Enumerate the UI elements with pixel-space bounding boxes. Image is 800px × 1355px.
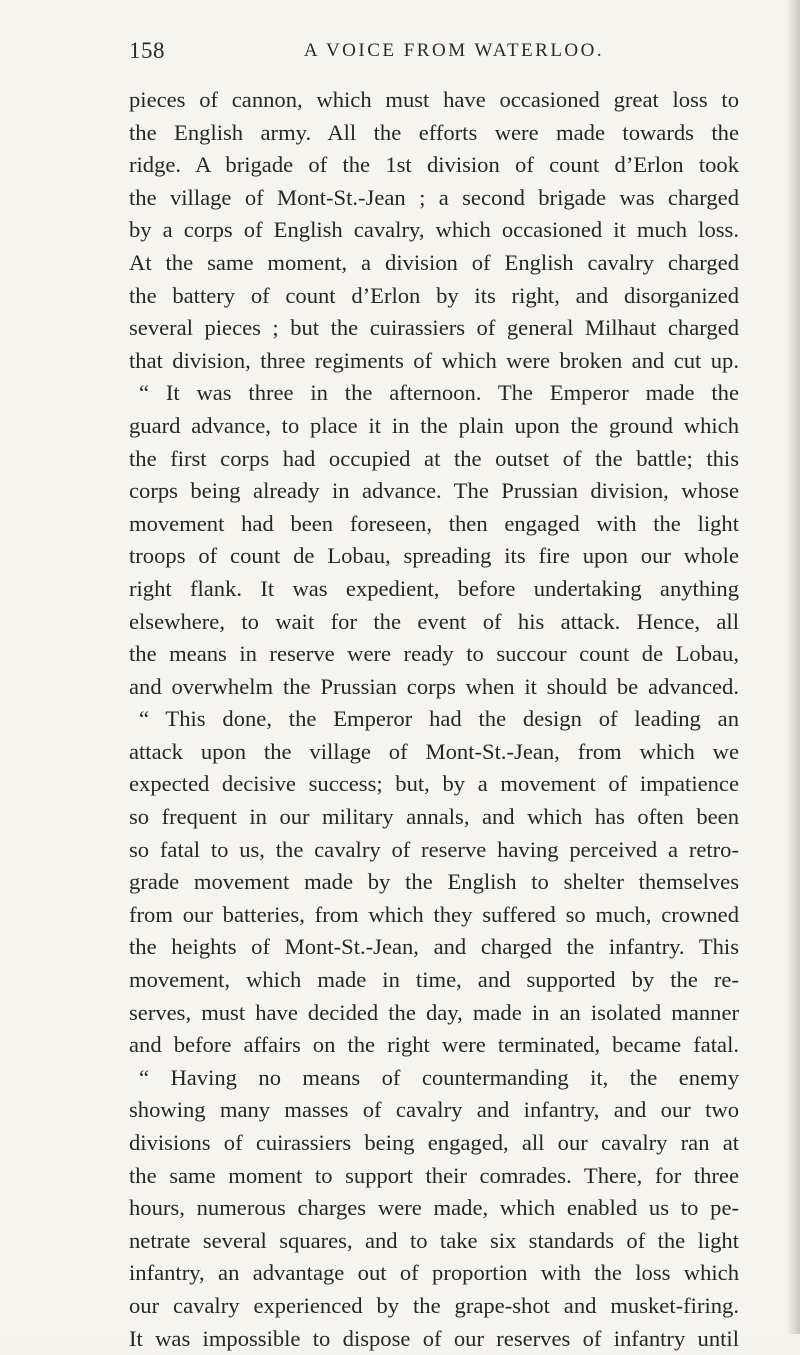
text-line: movement, which made in time, and supported by the re- — [129, 967, 739, 993]
text-line: troops of count de Lobau, spreading its fire upon our whole — [129, 543, 739, 569]
text-line: infantry, an advantage out of proportion with the loss which — [129, 1260, 739, 1286]
text-line: netrate several squares, and to take six standards of the light — [129, 1227, 739, 1253]
text-line: the first corps had occupied at the outset of the battle; this — [129, 445, 739, 471]
text-line: movement had been foreseen, then engaged with the light — [129, 510, 739, 536]
text-line: hours, numerous charges were made, which enabled us to pe- — [129, 1195, 739, 1221]
text-line: At the same moment, a division of English cavalry charged — [129, 249, 739, 275]
text-line: the same moment to support their comrades. There, for three — [129, 1162, 739, 1188]
text-line: right flank. It was expedient, before undertaking anything — [129, 575, 739, 601]
text-line: from our batteries, from which they suffered so much, crowned — [129, 901, 739, 927]
text-line: “ It was three in the afternoon. The Emperor made the — [139, 380, 739, 406]
page-header — [129, 30, 739, 70]
text-line: and overwhelm the Prussian corps when it should be advanced. — [129, 673, 739, 699]
text-line: showing many masses of cavalry and infantry, and our two — [129, 1097, 739, 1123]
text-line: guard advance, to place it in the plain upon the ground which — [129, 412, 739, 438]
text-line: “ This done, the Emperor had the design of leading an — [139, 706, 739, 732]
text-line: our cavalry experienced by the grape-shot and musket-firing. — [129, 1292, 739, 1318]
text-line: divisions of cuirassiers being engaged, all our cavalry ran at — [129, 1130, 739, 1155]
text-line: several pieces ; but the cuirassiers of general Milhaut charged — [129, 315, 739, 341]
text-line: by a corps of English cavalry, which occasioned it much loss. — [129, 217, 739, 243]
running-head: A VOICE FROM WATERLOO. — [303, 40, 605, 61]
text-line: elsewhere, to wait for the event of his attack. Hence, all — [129, 608, 739, 634]
text-line: ridge. A brigade of the 1st division of count d’Erlon took — [129, 152, 739, 178]
text-line: the English army. All the efforts were made towards the — [129, 119, 739, 145]
text-line: so fatal to us, the cavalry of reserve having perceived a retro- — [129, 836, 739, 862]
text-line: grade movement made by the English to shelter themselves — [129, 869, 739, 895]
page-edge-shadow — [786, 0, 800, 1334]
text-line: corps being already in advance. The Prussian division, whose — [129, 478, 739, 504]
text-line: pieces of cannon, which must have occasioned great loss to — [129, 87, 739, 112]
text-line: “ Having no means of countermanding it, the enemy — [139, 1064, 739, 1090]
text-line: It was impossible to dispose of our reserves of infantry until — [129, 1325, 739, 1351]
text-line: the village of Mont-St.-Jean ; a second brigade was charged — [129, 184, 739, 210]
text-line: so frequent in our military annals, and which has often been — [129, 804, 739, 830]
text-line: attack upon the village of Mont-St.-Jean, from which we — [129, 738, 739, 764]
text-line: serves, must have decided the day, made in an isolated manner — [129, 999, 739, 1025]
body-text — [129, 84, 739, 1355]
text-line: the heights of Mont-St.-Jean, and charged the infantry. This — [129, 934, 739, 960]
text-line: that division, three regiments of which were broken and cut up. — [129, 347, 739, 373]
text-line: and before affairs on the right were terminated, became fatal. — [129, 1032, 739, 1058]
page-number: 158 — [129, 38, 165, 63]
text-line: expected decisive success; but, by a movement of impatience — [129, 771, 739, 797]
text-line: the means in reserve were ready to succour count de Lobau, — [129, 641, 739, 667]
text-line: the battery of count d’Erlon by its right, and disorganized — [129, 282, 739, 308]
